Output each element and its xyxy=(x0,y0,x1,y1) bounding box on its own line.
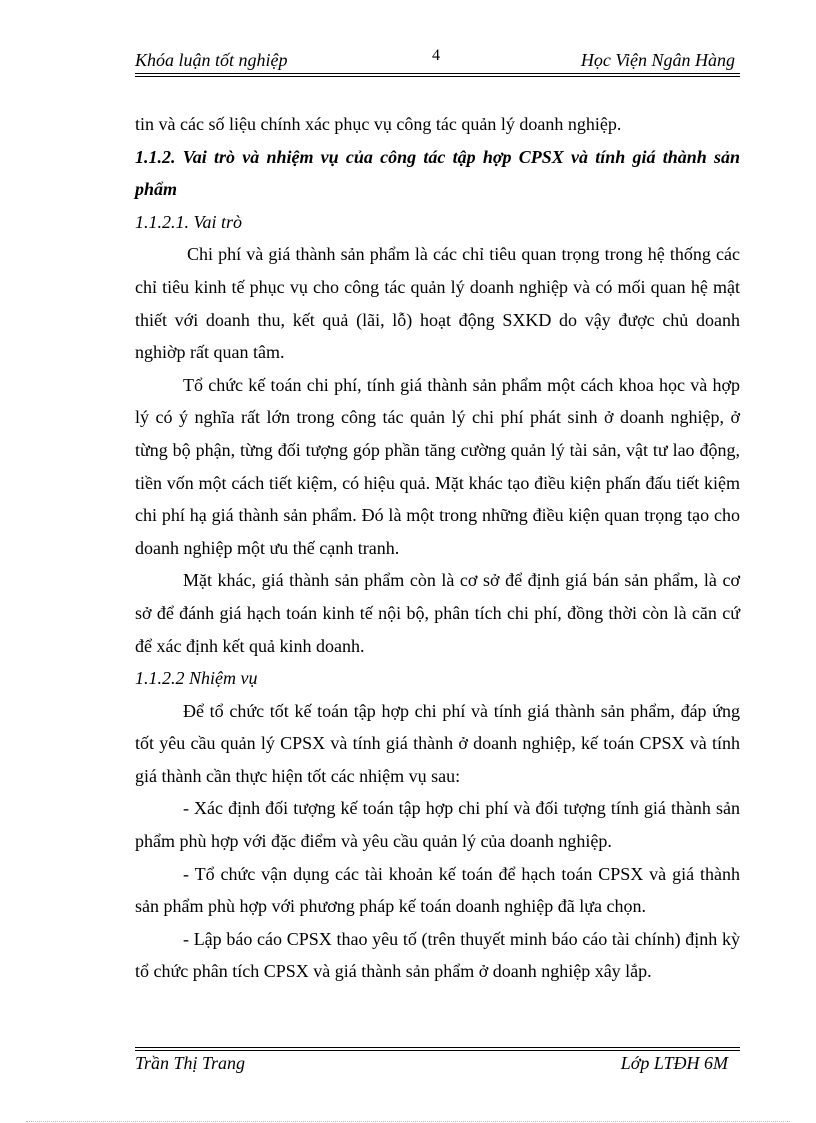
subsection-heading-nhiem-vu: 1.1.2.2 Nhiệm vụ xyxy=(135,668,258,689)
paragraph-continued: tin và các số liệu chính xác phục vụ công tác quản lý doanh nghiệp. xyxy=(135,114,622,134)
list-item-task-2: - Tổ chức vận dụng các tài khoản kế toán để hạch toán CPSX và giá thành sản phẩm phù hợp với phương pháp kế toán doanh nghiệp đã lựa chọn. xyxy=(135,863,740,917)
subsection-heading-vai-tro: 1.1.2.1. Vai trò xyxy=(135,211,243,232)
section-heading-1-1-2: 1.1.2. Vai trò và nhiệm vụ của công tác tập hợp CPSX và tính giá thành sản phẩm xyxy=(135,146,740,200)
page-header xyxy=(135,45,740,73)
header-institution: Học Viện Ngân Hàng xyxy=(580,50,735,70)
footer-rule-top xyxy=(135,1047,740,1048)
header-thesis-title: Khóa luận tốt nghiệp xyxy=(135,50,288,70)
footer-author: Trần Thị Trang xyxy=(135,1053,246,1073)
page-number: 4 xyxy=(432,47,440,64)
list-item-task-3: - Lập báo cáo CPSX thao yêu tố (trên thuyết minh báo cáo tài chính) định kỳ tổ chức phân tích CPSX và giá thành sản phẩm ở doanh nghiệp xây lắp. xyxy=(135,928,740,982)
paragraph-nhiem-vu-intro: Để tổ chức tốt kế toán tập hợp chi phí và tính giá thành sản phẩm, đáp ứng tốt yêu cầu quản lý CPSX và tính giá thành ở doanh nghiệp, kế toán CPSX và tính giá thành cần thực hiện tốt các nhiệm vụ sau: xyxy=(135,700,740,786)
header-rule-top xyxy=(135,73,740,74)
paragraph-vai-tro-2: Tổ chức kế toán chi phí, tính giá thành sản phẩm một cách khoa học và hợp lý có ý nghĩa rất lớn trong công tác quản lý chi phí phát sinh ở doanh nghiệp, ở từng bộ phận, từng đối tượng góp phần tăng cường quản lý tài sản, vật tư lao động, tiền vốn một cách tiết kiệm, có hiệu quả. Mặt khác tạo điều kiện phấn đấu tiết kiệm chi phí hạ giá thành sản phẩm. Đó là một trong những điều kiện quan trọng tạo cho doanh nghiệp một ưu thế cạnh tranh. xyxy=(135,374,740,558)
list-item-task-1: - Xác định đối tượng kế toán tập hợp chi phí và đối tượng tính giá thành sản phẩm phù hợp với đặc điểm và yêu cầu quản lý của doanh nghiệp. xyxy=(135,798,740,852)
page-body xyxy=(135,108,740,988)
paragraph-vai-tro-3: Mặt khác, giá thành sản phẩm còn là cơ sở để định giá bán sản phẩm, là cơ sở để đánh giá hạch toán kinh tế nội bộ, phân tích chi phí, đồng thời còn là căn cứ để xác định kết quả kinh doanh. xyxy=(135,570,740,656)
paragraph-vai-tro-1: Chi phí và giá thành sản phẩm là các chỉ tiêu quan trọng trong hệ thống các chỉ tiêu kinh tế phục vụ cho công tác quản lý doanh nghiệp và có mối quan hệ mật thiết với doanh thu, kết quả (lãi, lỗ) hoạt động SXKD do vậy được chủ doanh nghiờp rất quan tâm. xyxy=(135,244,740,363)
page-edge-dotted-line xyxy=(26,1121,790,1122)
header-rule-bottom xyxy=(135,76,740,77)
footer-class: Lớp LTĐH 6M xyxy=(620,1053,728,1073)
footer-rule-bottom xyxy=(135,1050,740,1051)
page-footer xyxy=(135,1053,740,1079)
